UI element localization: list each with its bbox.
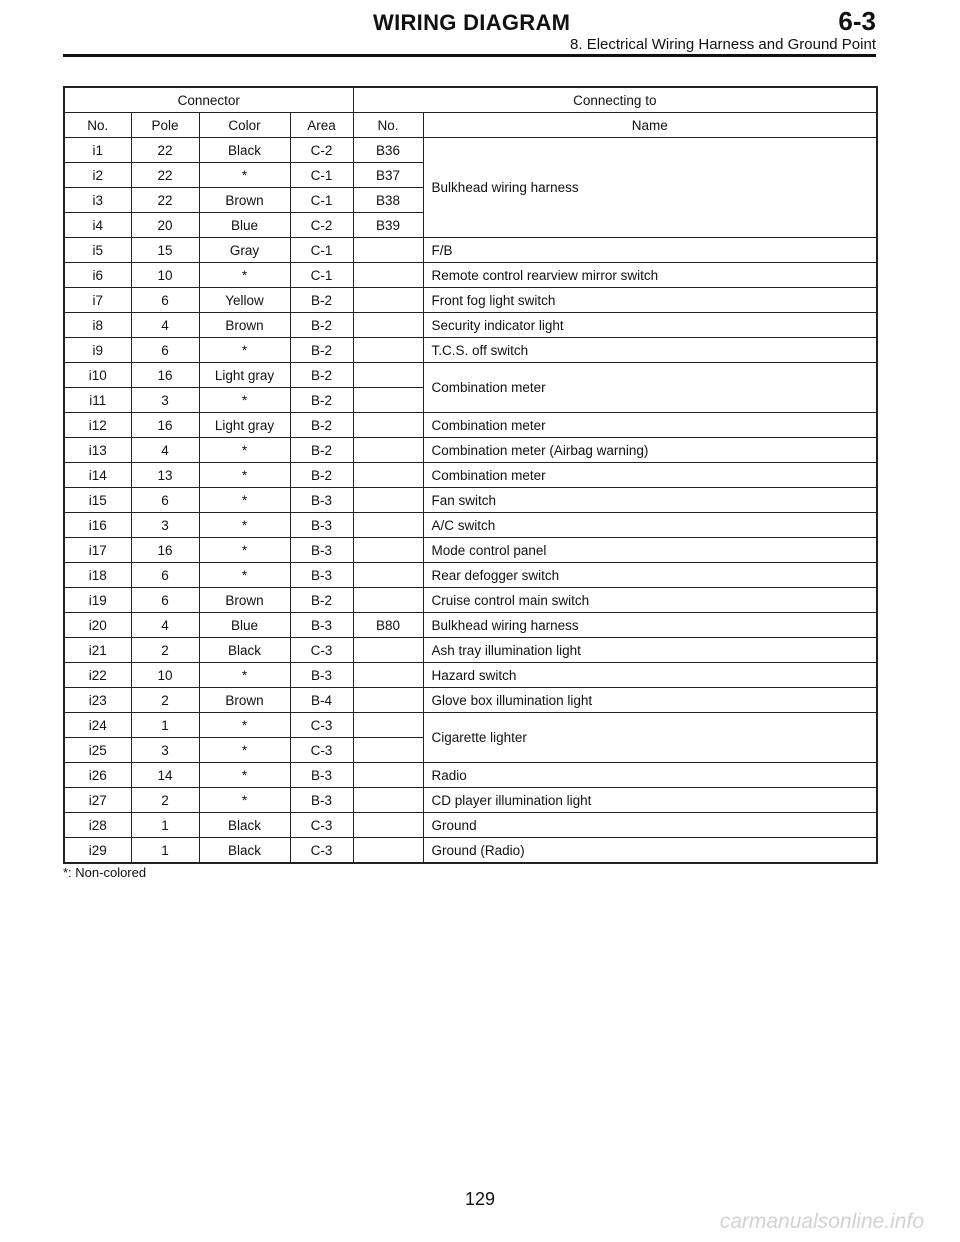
- cell-area: B-2: [290, 288, 353, 313]
- cell-pole: 2: [131, 688, 199, 713]
- cell-no: i24: [64, 713, 131, 738]
- cell-area: C-1: [290, 263, 353, 288]
- cell-pole: 3: [131, 513, 199, 538]
- cell-area: B-2: [290, 338, 353, 363]
- cell-area: B-3: [290, 488, 353, 513]
- table-row: [64, 488, 877, 513]
- cell-to-no: [353, 588, 423, 613]
- cell-to-no: B38: [353, 188, 423, 213]
- cell-pole: 16: [131, 538, 199, 563]
- cell-to-no: [353, 763, 423, 788]
- cell-to-no: [353, 663, 423, 688]
- cell-name: Remote control rearview mirror switch: [423, 263, 877, 288]
- cell-no: i14: [64, 463, 131, 488]
- cell-pole: 22: [131, 188, 199, 213]
- cell-color: Black: [199, 813, 290, 838]
- cell-color: Light gray: [199, 363, 290, 388]
- table-row: [64, 713, 877, 738]
- cell-pole: 16: [131, 413, 199, 438]
- cell-pole: 6: [131, 288, 199, 313]
- group-header-row: [64, 87, 877, 113]
- cell-area: B-2: [290, 413, 353, 438]
- cell-no: i19: [64, 588, 131, 613]
- cell-name: Bulkhead wiring harness: [423, 138, 877, 238]
- cell-to-no: [353, 688, 423, 713]
- cell-color: *: [199, 538, 290, 563]
- cell-color: *: [199, 163, 290, 188]
- cell-area: B-4: [290, 688, 353, 713]
- cell-area: C-3: [290, 838, 353, 864]
- cell-no: i6: [64, 263, 131, 288]
- cell-area: B-2: [290, 588, 353, 613]
- cell-area: B-2: [290, 313, 353, 338]
- cell-color: *: [199, 388, 290, 413]
- table-row: [64, 413, 877, 438]
- cell-to-no: [353, 238, 423, 263]
- column-header-color: Color: [199, 113, 290, 138]
- table-row: [64, 438, 877, 463]
- cell-color: Blue: [199, 213, 290, 238]
- cell-to-no: [353, 263, 423, 288]
- cell-no: i21: [64, 638, 131, 663]
- cell-area: B-3: [290, 788, 353, 813]
- cell-to-no: [353, 538, 423, 563]
- cell-to-no: [353, 563, 423, 588]
- cell-no: i3: [64, 188, 131, 213]
- cell-no: i23: [64, 688, 131, 713]
- cell-pole: 1: [131, 813, 199, 838]
- cell-no: i5: [64, 238, 131, 263]
- section-number: 6-3: [838, 6, 876, 36]
- table-row: [64, 263, 877, 288]
- cell-name: Ground (Radio): [423, 838, 877, 864]
- cell-to-no: [353, 638, 423, 663]
- cell-area: B-2: [290, 363, 353, 388]
- cell-pole: 14: [131, 763, 199, 788]
- cell-no: i25: [64, 738, 131, 763]
- cell-to-no: [353, 338, 423, 363]
- page-number: 129: [464, 1189, 496, 1209]
- cell-to-no: [353, 288, 423, 313]
- cell-to-no: B37: [353, 163, 423, 188]
- cell-pole: 6: [131, 588, 199, 613]
- cell-color: *: [199, 438, 290, 463]
- cell-to-no: [353, 488, 423, 513]
- cell-no: i28: [64, 813, 131, 838]
- column-header-name: Name: [423, 113, 877, 138]
- cell-area: B-3: [290, 513, 353, 538]
- cell-to-no: [353, 513, 423, 538]
- connecting-to-group-header: Connecting to: [353, 87, 877, 113]
- cell-color: Light gray: [199, 413, 290, 438]
- cell-area: C-2: [290, 213, 353, 238]
- cell-to-no: [353, 813, 423, 838]
- cell-pole: 4: [131, 438, 199, 463]
- cell-color: *: [199, 463, 290, 488]
- table-row: [64, 338, 877, 363]
- cell-no: i18: [64, 563, 131, 588]
- cell-area: C-1: [290, 163, 353, 188]
- cell-color: *: [199, 738, 290, 763]
- cell-color: Blue: [199, 613, 290, 638]
- cell-area: C-1: [290, 238, 353, 263]
- table-row: [64, 688, 877, 713]
- cell-name: Combination meter: [423, 463, 877, 488]
- cell-no: i1: [64, 138, 131, 163]
- cell-pole: 22: [131, 163, 199, 188]
- cell-area: B-2: [290, 463, 353, 488]
- column-header-area: Area: [290, 113, 353, 138]
- cell-to-no: [353, 438, 423, 463]
- cell-area: C-3: [290, 813, 353, 838]
- cell-name: A/C switch: [423, 513, 877, 538]
- cell-no: i9: [64, 338, 131, 363]
- table-row: [64, 763, 877, 788]
- cell-pole: 3: [131, 738, 199, 763]
- cell-pole: 4: [131, 613, 199, 638]
- cell-to-no: B80: [353, 613, 423, 638]
- table-row: [64, 288, 877, 313]
- cell-no: i4: [64, 213, 131, 238]
- cell-no: i29: [64, 838, 131, 864]
- cell-area: B-3: [290, 763, 353, 788]
- cell-pole: 6: [131, 563, 199, 588]
- table-row: [64, 588, 877, 613]
- cell-to-no: [353, 838, 423, 864]
- cell-pole: 13: [131, 463, 199, 488]
- cell-name: Fan switch: [423, 488, 877, 513]
- cell-name: Glove box illumination light: [423, 688, 877, 713]
- cell-name: Ground: [423, 813, 877, 838]
- cell-to-no: [353, 313, 423, 338]
- connector-table: [63, 86, 878, 864]
- page-title: WIRING DIAGRAM: [373, 10, 571, 35]
- cell-no: i27: [64, 788, 131, 813]
- cell-area: C-2: [290, 138, 353, 163]
- column-header-to-no: No.: [353, 113, 423, 138]
- cell-to-no: [353, 388, 423, 413]
- cell-name: Rear defogger switch: [423, 563, 877, 588]
- cell-pole: 10: [131, 663, 199, 688]
- cell-area: C-3: [290, 638, 353, 663]
- footnote: *: Non-colored: [63, 865, 147, 880]
- cell-no: i12: [64, 413, 131, 438]
- column-header-row: [64, 113, 877, 138]
- cell-to-no: [353, 413, 423, 438]
- column-header-pole: Pole: [131, 113, 199, 138]
- cell-color: *: [199, 763, 290, 788]
- cell-pole: 15: [131, 238, 199, 263]
- cell-area: B-3: [290, 613, 353, 638]
- cell-to-no: B36: [353, 138, 423, 163]
- table-row: [64, 663, 877, 688]
- cell-no: i8: [64, 313, 131, 338]
- cell-no: i15: [64, 488, 131, 513]
- cell-to-no: [353, 363, 423, 388]
- cell-area: C-3: [290, 713, 353, 738]
- cell-pole: 3: [131, 388, 199, 413]
- column-header-no: No.: [64, 113, 131, 138]
- table-row: [64, 788, 877, 813]
- cell-area: B-2: [290, 438, 353, 463]
- cell-color: *: [199, 663, 290, 688]
- cell-name: Hazard switch: [423, 663, 877, 688]
- table-row: [64, 363, 877, 388]
- cell-area: B-3: [290, 538, 353, 563]
- cell-area: C-3: [290, 738, 353, 763]
- cell-to-no: B39: [353, 213, 423, 238]
- cell-pole: 16: [131, 363, 199, 388]
- cell-name: Bulkhead wiring harness: [423, 613, 877, 638]
- cell-color: Brown: [199, 588, 290, 613]
- cell-color: *: [199, 488, 290, 513]
- cell-name: Security indicator light: [423, 313, 877, 338]
- cell-no: i13: [64, 438, 131, 463]
- table-row: [64, 538, 877, 563]
- cell-name: Cigarette lighter: [423, 713, 877, 763]
- cell-name: Radio: [423, 763, 877, 788]
- cell-name: Combination meter: [423, 413, 877, 438]
- cell-to-no: [353, 713, 423, 738]
- cell-color: Brown: [199, 188, 290, 213]
- cell-color: Brown: [199, 313, 290, 338]
- cell-color: Brown: [199, 688, 290, 713]
- cell-name: Ash tray illumination light: [423, 638, 877, 663]
- table-row: [64, 513, 877, 538]
- cell-color: *: [199, 513, 290, 538]
- cell-pole: 6: [131, 488, 199, 513]
- table-row: [64, 638, 877, 663]
- cell-pole: 1: [131, 713, 199, 738]
- cell-no: i7: [64, 288, 131, 313]
- table-row: [64, 238, 877, 263]
- cell-to-no: [353, 788, 423, 813]
- cell-pole: 10: [131, 263, 199, 288]
- cell-to-no: [353, 738, 423, 763]
- cell-color: Black: [199, 638, 290, 663]
- cell-pole: 20: [131, 213, 199, 238]
- cell-color: Gray: [199, 238, 290, 263]
- table-row: [64, 463, 877, 488]
- cell-no: i11: [64, 388, 131, 413]
- cell-no: i20: [64, 613, 131, 638]
- table-row: [64, 613, 877, 638]
- cell-name: Mode control panel: [423, 538, 877, 563]
- table-row: [64, 563, 877, 588]
- cell-color: *: [199, 563, 290, 588]
- cell-color: *: [199, 713, 290, 738]
- section-subtitle: 8. Electrical Wiring Harness and Ground Point: [570, 36, 876, 53]
- cell-pole: 2: [131, 638, 199, 663]
- cell-color: Black: [199, 838, 290, 864]
- cell-area: C-1: [290, 188, 353, 213]
- cell-pole: 1: [131, 838, 199, 864]
- cell-pole: 2: [131, 788, 199, 813]
- cell-to-no: [353, 463, 423, 488]
- cell-no: i17: [64, 538, 131, 563]
- cell-no: i26: [64, 763, 131, 788]
- cell-name: T.C.S. off switch: [423, 338, 877, 363]
- cell-color: Yellow: [199, 288, 290, 313]
- watermark: carmanualsonline.info: [719, 1210, 924, 1233]
- table-row: [64, 838, 877, 864]
- cell-name: CD player illumination light: [423, 788, 877, 813]
- table-row: [64, 138, 877, 163]
- table-row: [64, 813, 877, 838]
- cell-no: i2: [64, 163, 131, 188]
- table-row: [64, 313, 877, 338]
- cell-name: F/B: [423, 238, 877, 263]
- cell-name: Front fog light switch: [423, 288, 877, 313]
- cell-area: B-2: [290, 388, 353, 413]
- cell-pole: 22: [131, 138, 199, 163]
- cell-name: Cruise control main switch: [423, 588, 877, 613]
- cell-color: *: [199, 788, 290, 813]
- cell-area: B-3: [290, 663, 353, 688]
- page-header: [63, 6, 876, 58]
- header-rule: [63, 54, 876, 57]
- cell-pole: 4: [131, 313, 199, 338]
- cell-no: i16: [64, 513, 131, 538]
- cell-name: Combination meter: [423, 363, 877, 413]
- cell-color: *: [199, 263, 290, 288]
- cell-color: *: [199, 338, 290, 363]
- connector-group-header: Connector: [64, 87, 353, 113]
- cell-color: Black: [199, 138, 290, 163]
- cell-pole: 6: [131, 338, 199, 363]
- cell-no: i22: [64, 663, 131, 688]
- cell-name: Combination meter (Airbag warning): [423, 438, 877, 463]
- cell-no: i10: [64, 363, 131, 388]
- cell-area: B-3: [290, 563, 353, 588]
